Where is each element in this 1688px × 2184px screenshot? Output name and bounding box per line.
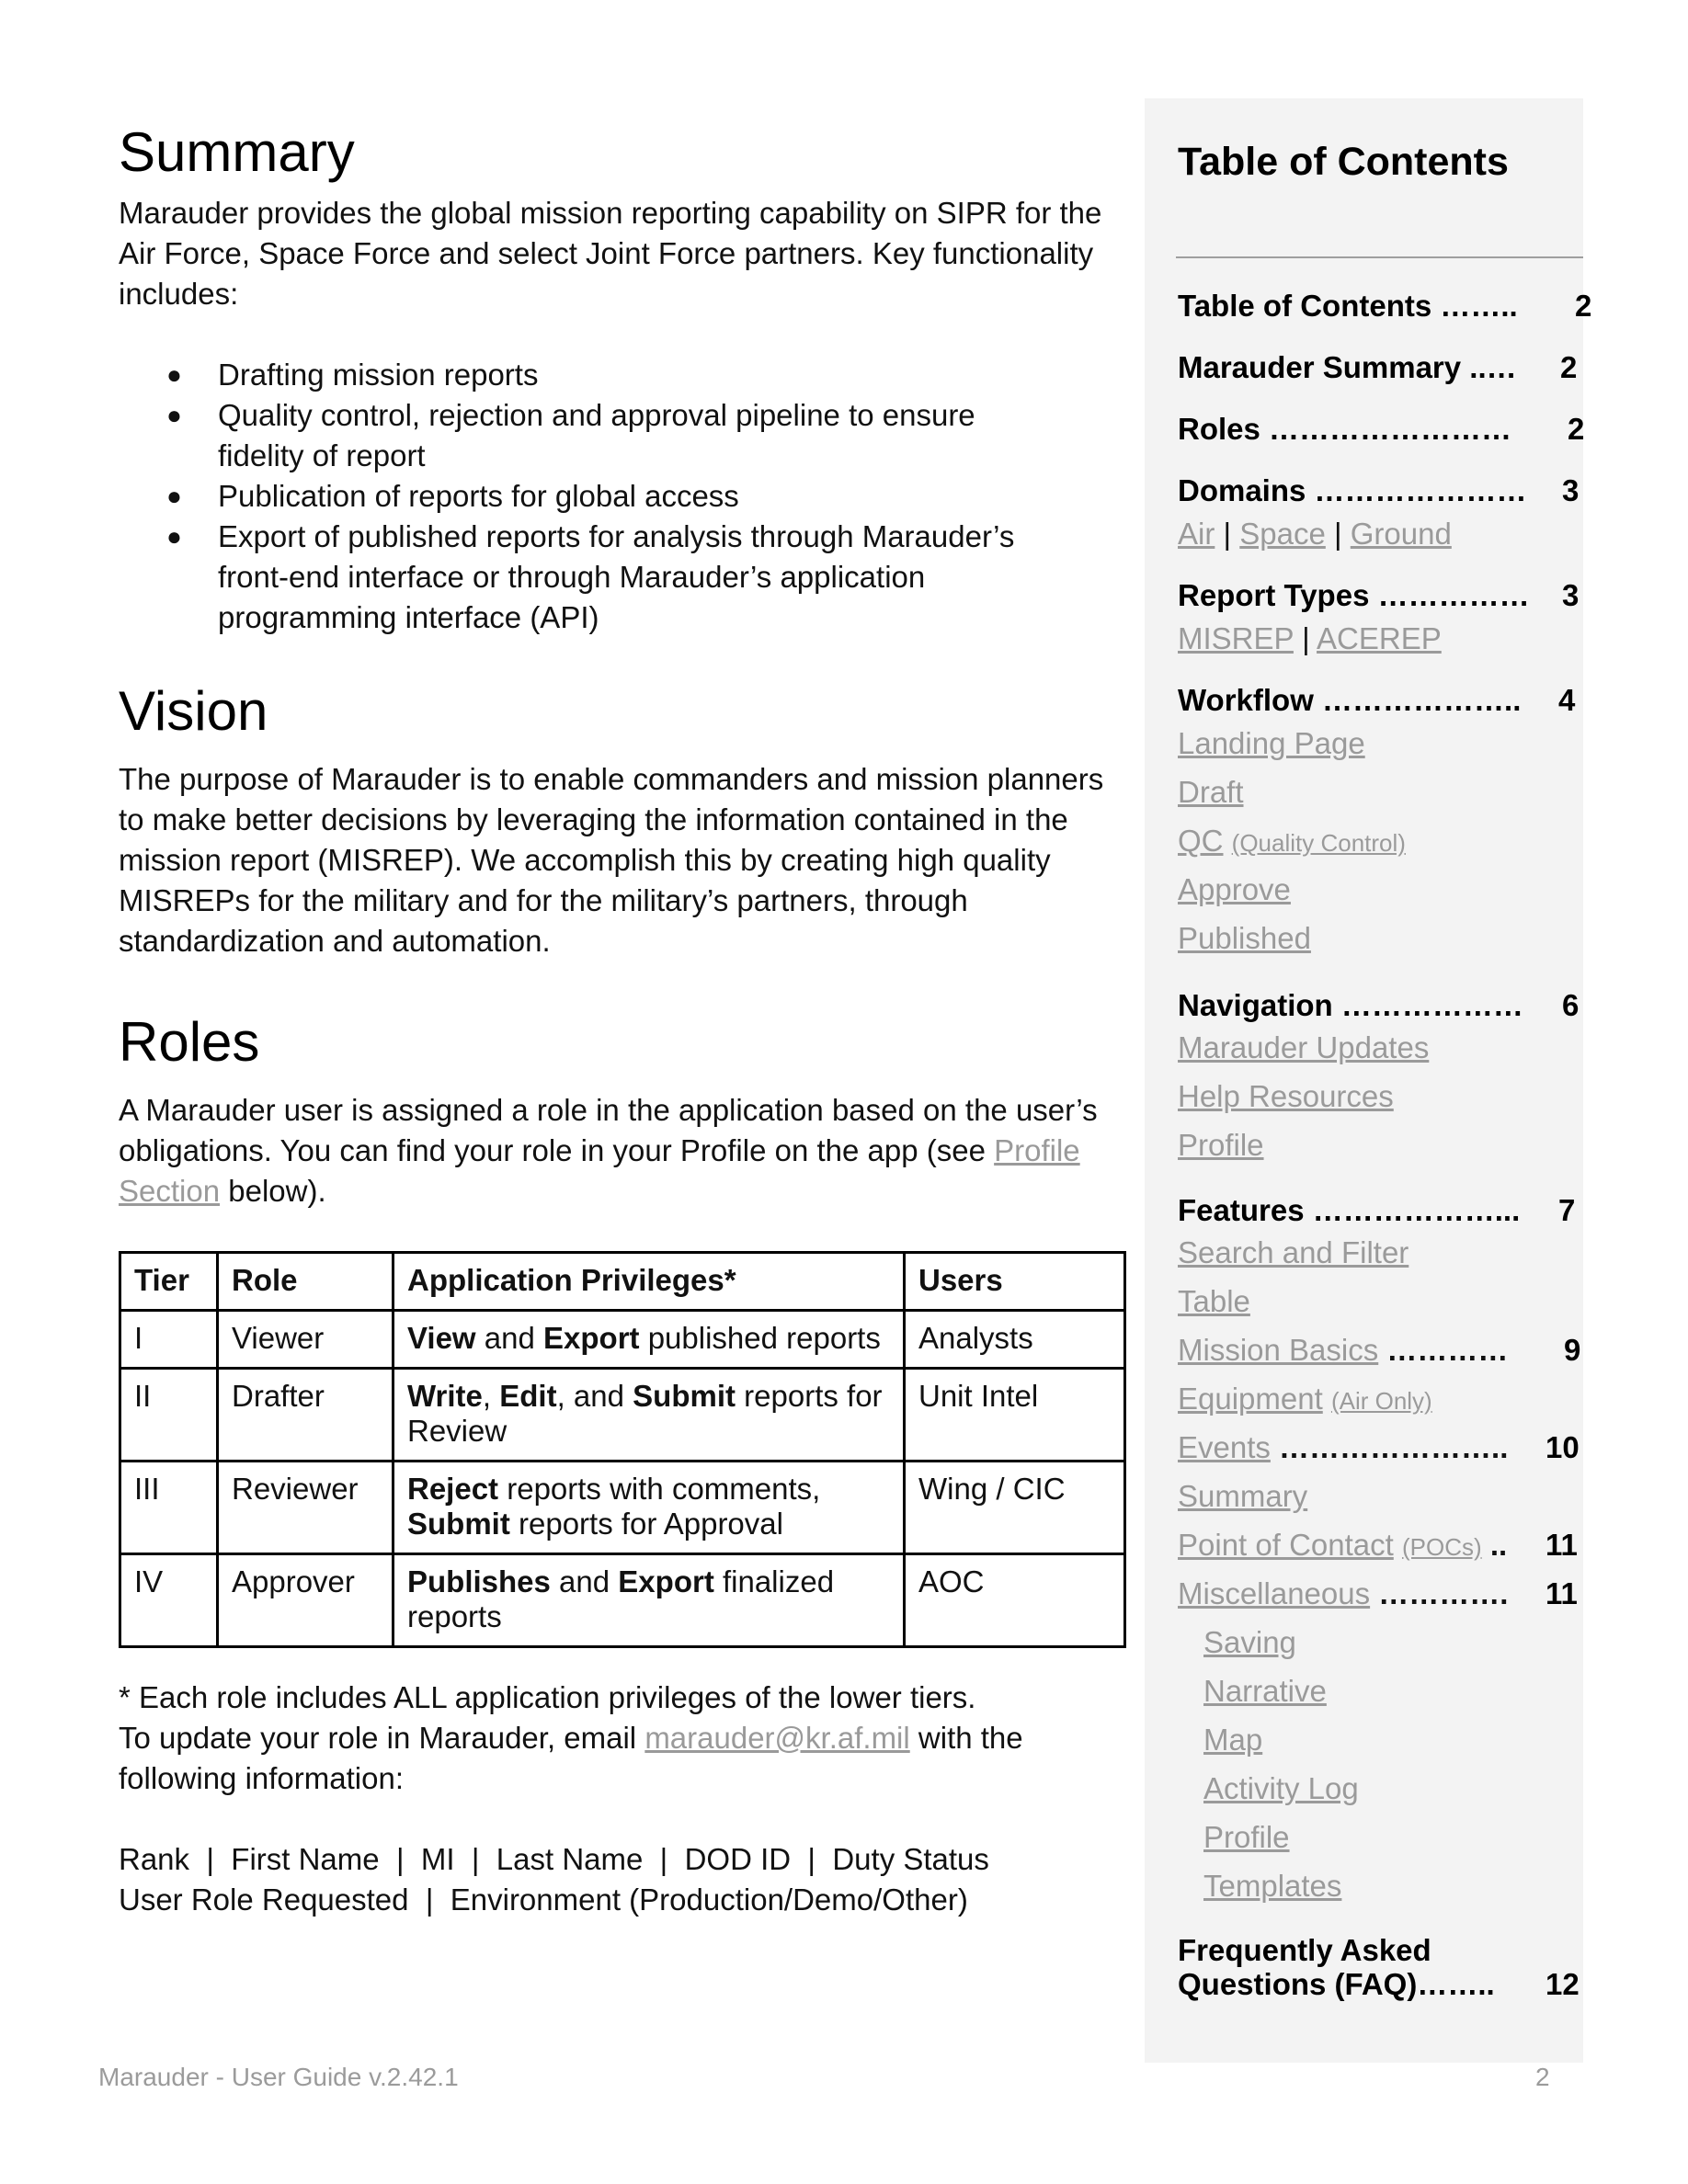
privileges-cell: Write, Edit, and Submit reports for Review (393, 1369, 905, 1462)
toc-link-ground[interactable]: Ground (1350, 517, 1452, 551)
table-header-row (120, 1253, 1125, 1311)
bullet-icon: ● (166, 482, 182, 510)
toc-link-equipment[interactable]: Equipment (Air Only) (1178, 1382, 1432, 1416)
tier-cell: III (120, 1462, 218, 1554)
bullet-icon: ● (166, 360, 182, 389)
role-cell: Reviewer (218, 1462, 393, 1554)
toc-entry-marauder-summary[interactable]: Marauder Summary ..… 2 (1178, 350, 1578, 384)
table-of-contents-panel (1145, 98, 1592, 2063)
required-fields-line-1: Rank | First Name | MI | Last Name | DOD ID | Duty Status (119, 1842, 989, 1876)
toc-entry-table-of-contents[interactable]: Table of Contents …….. 2 (1178, 289, 1592, 323)
toc-link-air[interactable]: Air (1178, 517, 1215, 551)
users-cell: Wing / CIC (905, 1462, 1125, 1554)
summary-bullet-list (119, 355, 1047, 638)
toc-link-activity-log[interactable]: Activity Log (1203, 1771, 1359, 1805)
profile-section-link[interactable]: Profile Section (119, 1133, 1080, 1208)
toc-link-acerep[interactable]: ACEREP (1317, 621, 1442, 655)
roles-text: A Marauder user is assigned a role in the application based on the user’s obligations. You can find your role in your Profile on the app (see Profile Section below). (119, 1093, 1098, 1208)
tier-cell: IV (120, 1554, 218, 1647)
privileges-cell: View and Export published reports (393, 1311, 905, 1369)
tier-cell: II (120, 1369, 218, 1462)
toc-link-table[interactable]: Table (1178, 1284, 1250, 1318)
toc-link-approve[interactable]: Approve (1178, 872, 1291, 906)
role-cell: Drafter (218, 1369, 393, 1462)
required-fields-line-2: User Role Requested | Environment (Production/Demo/Other) (119, 1883, 968, 1917)
toc-link-summary[interactable]: Summary (1178, 1479, 1308, 1513)
email-link[interactable]: marauder@kr.af.mil (644, 1721, 910, 1755)
footer-document-title: Marauder - User Guide v.2.42.1 (98, 2063, 459, 2091)
toc-entry-faq[interactable]: Questions (FAQ)…….. 12 (1178, 1967, 1580, 2001)
roles-heading: Roles (119, 1011, 260, 1073)
toc-link-miscellaneous[interactable]: Miscellaneous …………. 11 (1178, 1576, 1578, 1610)
users-cell: Analysts (905, 1311, 1125, 1369)
toc-link-profile[interactable]: Profile (1178, 1128, 1264, 1162)
toc-link-landing-page[interactable]: Landing Page (1178, 726, 1365, 760)
summary-intro: Marauder provides the global mission reporting capability on SIPR for the Air Force, Space Force and select Joint Force partners. Key functionality includes: (119, 196, 1102, 311)
role-cell: Approver (218, 1554, 393, 1647)
column-header-users: Users (905, 1253, 1125, 1311)
toc-link-search-and-filter[interactable]: Search and Filter (1178, 1235, 1409, 1269)
list-item: ● Drafting mission reports (119, 355, 1047, 395)
column-header-role: Role (218, 1253, 393, 1311)
toc-link-map[interactable]: Map (1203, 1723, 1263, 1757)
toc-entry-domains[interactable]: Domains ………………… 3 (1178, 473, 1580, 507)
toc-link-point-of-contact[interactable]: Point of Contact (POCs) .. 11 (1178, 1528, 1578, 1562)
toc-link-narrative[interactable]: Narrative (1203, 1674, 1327, 1708)
toc-entry-features[interactable]: Features ………………... 7 (1178, 1193, 1576, 1227)
roles-footnote: * Each role includes ALL application privileges of the lower tiers. (119, 1680, 976, 1714)
toc-link-published[interactable]: Published (1178, 921, 1311, 955)
table-row (120, 1311, 1125, 1369)
roles-table (119, 1251, 1126, 1648)
toc-link-events[interactable]: Events ………………….. 10 (1178, 1430, 1580, 1464)
privileges-cell: Reject reports with comments, Submit reports for Approval (393, 1462, 905, 1554)
summary-heading: Summary (119, 121, 355, 183)
column-header-tier: Tier (120, 1253, 218, 1311)
toc-report-links: MISREP | ACEREP (1178, 621, 1442, 655)
toc-link-profile-misc[interactable]: Profile (1203, 1820, 1290, 1854)
users-cell: Unit Intel (905, 1369, 1125, 1462)
toc-link-marauder-updates[interactable]: Marauder Updates (1178, 1030, 1430, 1064)
toc-link-draft[interactable]: Draft (1178, 775, 1244, 809)
table-row (120, 1369, 1125, 1462)
vision-text: The purpose of Marauder is to enable commanders and mission planners to make better decisions by leveraging the information contained in the mission report (MISREP). We accomplish this by creating high quality MISREPs for the military and for the military’s partners, through standardization and automation. (119, 762, 1104, 958)
toc-divider (1176, 256, 1583, 258)
toc-entry-report-types[interactable]: Report Types …………… 3 (1178, 578, 1580, 612)
bullet-icon: ● (166, 522, 182, 551)
toc-link-saving[interactable]: Saving (1203, 1625, 1296, 1659)
role-cell: Viewer (218, 1311, 393, 1369)
toc-entry-roles[interactable]: Roles …………………… 2 (1178, 412, 1585, 446)
toc-link-templates[interactable]: Templates (1203, 1869, 1342, 1903)
toc-link-qc[interactable]: QC (Quality Control) (1178, 824, 1406, 858)
toc-link-help-resources[interactable]: Help Resources (1178, 1079, 1394, 1113)
table-row (120, 1462, 1125, 1554)
toc-entry-faq-line-1[interactable]: Frequently Asked (1178, 1933, 1431, 1967)
main-content (119, 119, 1125, 1920)
list-item: ● Export of published reports for analysis through Marauder’s front-end interface or through Marauder’s application programming interface (API) (119, 517, 1047, 638)
toc-entry-navigation[interactable]: Navigation ……………… 6 (1178, 988, 1580, 1022)
update-role-text: To update your role in Marauder, email marauder@kr.af.mil with the following information: (119, 1721, 1023, 1795)
list-item: ● Quality control, rejection and approval pipeline to ensure fidelity of report (119, 395, 1047, 476)
tier-cell: I (120, 1311, 218, 1369)
toc-domain-links: Air | Space | Ground (1178, 517, 1452, 551)
toc-link-space[interactable]: Space (1239, 517, 1326, 551)
bullet-icon: ● (166, 401, 182, 429)
table-row (120, 1554, 1125, 1647)
toc-link-misrep[interactable]: MISREP (1178, 621, 1294, 655)
list-item: ● Publication of reports for global access (119, 476, 1047, 517)
toc-link-mission-basics[interactable]: Mission Basics ………… 9 (1178, 1333, 1581, 1367)
vision-heading: Vision (119, 680, 268, 742)
toc-title: Table of Contents (1178, 140, 1509, 184)
footer-page-number: 2 (1535, 2063, 1550, 2091)
users-cell: AOC (905, 1554, 1125, 1647)
column-header-privileges: Application Privileges* (393, 1253, 905, 1311)
toc-entry-workflow[interactable]: Workflow ……………….. 4 (1178, 683, 1576, 717)
privileges-cell: Publishes and Export finalized reports (393, 1554, 905, 1647)
